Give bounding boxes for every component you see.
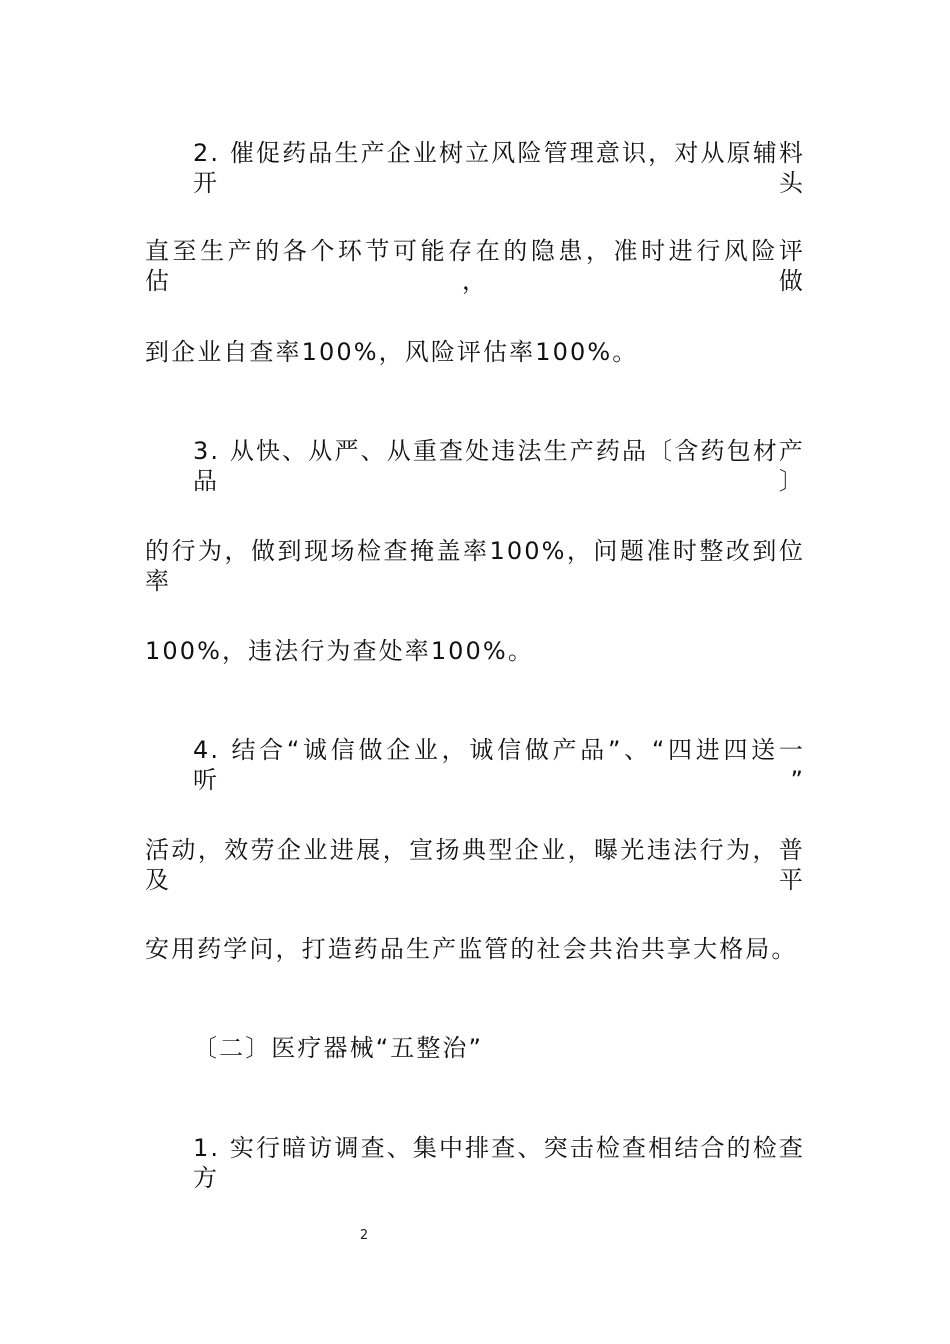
section-heading: 〔二〕医疗器械“五整治” [193, 1034, 484, 1062]
paragraph-line: 安用药学问，打造药品生产监管的社会共治共享大格局。 [145, 935, 798, 963]
paragraph-line: 到企业自查率100%，风险评估率100%。 [145, 338, 639, 366]
paragraph-line: 的行为，做到现场检查掩盖率100%，问题准时整改到位率 [145, 537, 805, 595]
paragraph-line: 3. 从快、从严、从重查处违法生产药品〔含药包材产品〕 [193, 437, 805, 495]
paragraph-line: 直至生产的各个环节可能存在的隐患，准时进行风险评估，做 [145, 237, 805, 295]
paragraph-line: 100%，违法行为查处率100%。 [145, 637, 534, 665]
page-number: 2 [359, 1228, 369, 1243]
paragraph-line: 2. 催促药品生产企业树立风险管理意识，对从原辅料开头 [193, 139, 805, 197]
paragraph-line: 活动，效劳企业进展，宣扬典型企业，曝光违法行为，普及平 [145, 836, 805, 894]
paragraph-line: 4. 结合“诚信做企业，诚信做产品”、“四进四送一听” [193, 736, 805, 794]
paragraph-line: 1. 实行暗访调查、集中排查、突击检查相结合的检查方 [193, 1134, 805, 1192]
